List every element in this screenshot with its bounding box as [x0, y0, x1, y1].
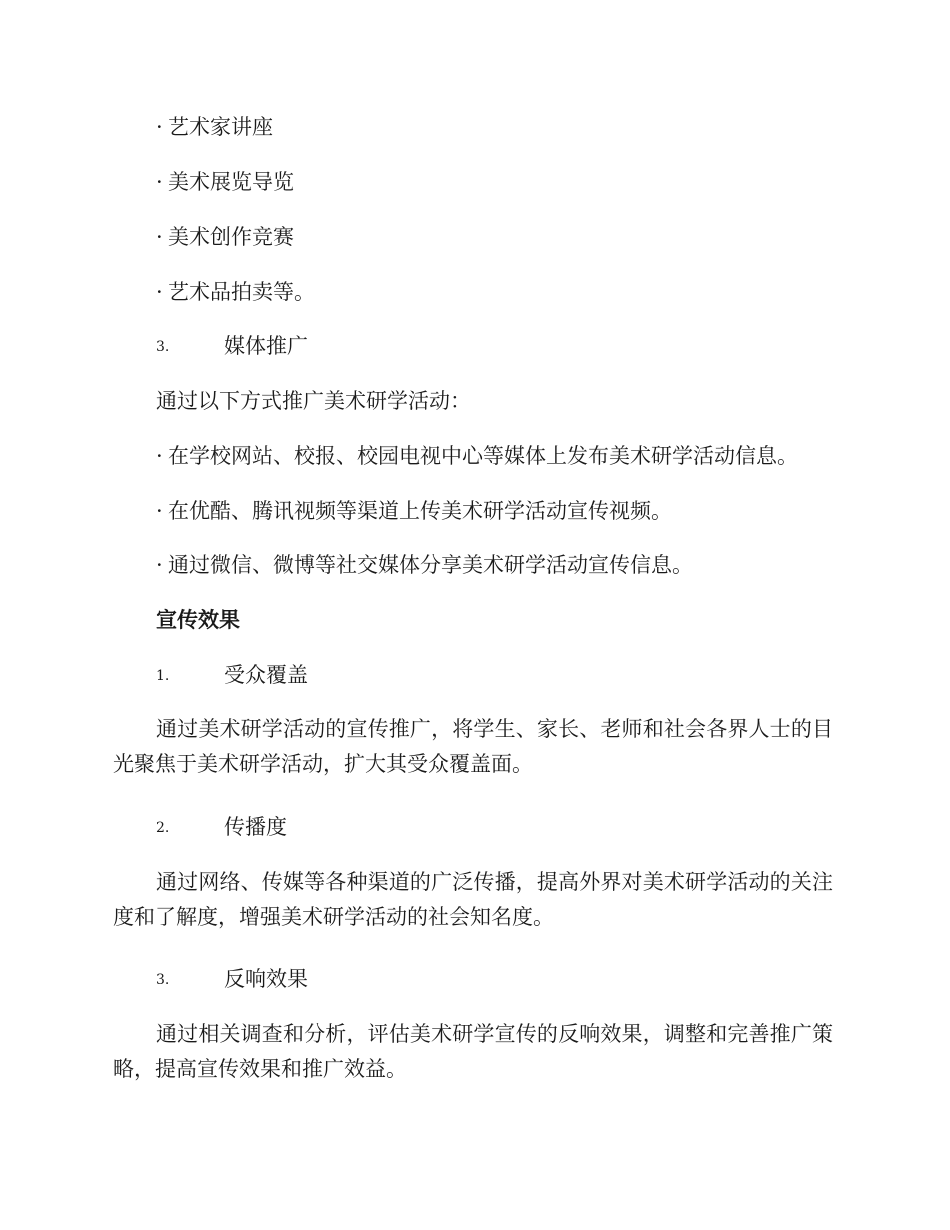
numbered-heading — [156, 813, 287, 842]
bullet-text: 美术创作竞赛 — [168, 225, 294, 249]
bullet-item — [156, 113, 273, 141]
media-intro: 通过以下方式推广美术研学活动： — [156, 389, 471, 413]
item-title: 反响效果 — [224, 967, 308, 991]
bullet-dot: · — [156, 280, 163, 304]
numbered-heading-media — [156, 332, 308, 361]
bullet-text: 通过微信、微博等社交媒体分享美术研学活动宣传信息。 — [168, 553, 693, 577]
bullet-dot: · — [156, 225, 163, 249]
bullet-item — [156, 442, 798, 470]
item-number: 1. — [156, 668, 170, 684]
paragraph: 通过美术研学活动的宣传推广，将学生、家长、老师和社会各界人士的目光聚焦于美术研学活动，扩大其受众覆盖面。 — [113, 717, 833, 776]
bullet-item — [156, 223, 294, 251]
bullet-text: 在学校网站、校报、校园电视中心等媒体上发布美术研学活动信息。 — [168, 444, 798, 468]
bullet-dot: · — [156, 553, 163, 577]
bullet-text: 在优酷、腾讯视频等渠道上传美术研学活动宣传视频。 — [168, 499, 672, 523]
item-number: 3. — [156, 339, 170, 355]
bullet-item — [156, 278, 315, 306]
item-title: 媒体推广 — [224, 334, 308, 358]
bullet-item — [156, 551, 693, 579]
section-heading: 宣传效果 — [156, 608, 240, 632]
bullet-text: 艺术品拍卖等。 — [168, 280, 315, 304]
paragraph: 通过网络、传媒等各种渠道的广泛传播，提高外界对美术研学活动的关注度和了解度，增强美术研学活动的社会知名度。 — [113, 870, 833, 929]
item-title: 受众覆盖 — [224, 663, 308, 687]
bullet-item — [156, 168, 294, 196]
numbered-heading — [156, 965, 308, 994]
bullet-dot: · — [156, 115, 163, 139]
bullet-text: 艺术家讲座 — [168, 115, 273, 139]
item-title: 传播度 — [224, 815, 287, 839]
bullet-dot: · — [156, 499, 163, 523]
paragraph: 通过相关调查和分析，评估美术研学宣传的反响效果，调整和完善推广策略，提高宣传效果和推广效益。 — [113, 1022, 833, 1081]
bullet-dot: · — [156, 444, 163, 468]
bullet-text: 美术展览导览 — [168, 170, 294, 194]
bullet-dot: · — [156, 170, 163, 194]
item-number: 2. — [156, 820, 170, 836]
numbered-heading — [156, 661, 308, 690]
bullet-item — [156, 497, 672, 525]
item-number: 3. — [156, 972, 170, 988]
